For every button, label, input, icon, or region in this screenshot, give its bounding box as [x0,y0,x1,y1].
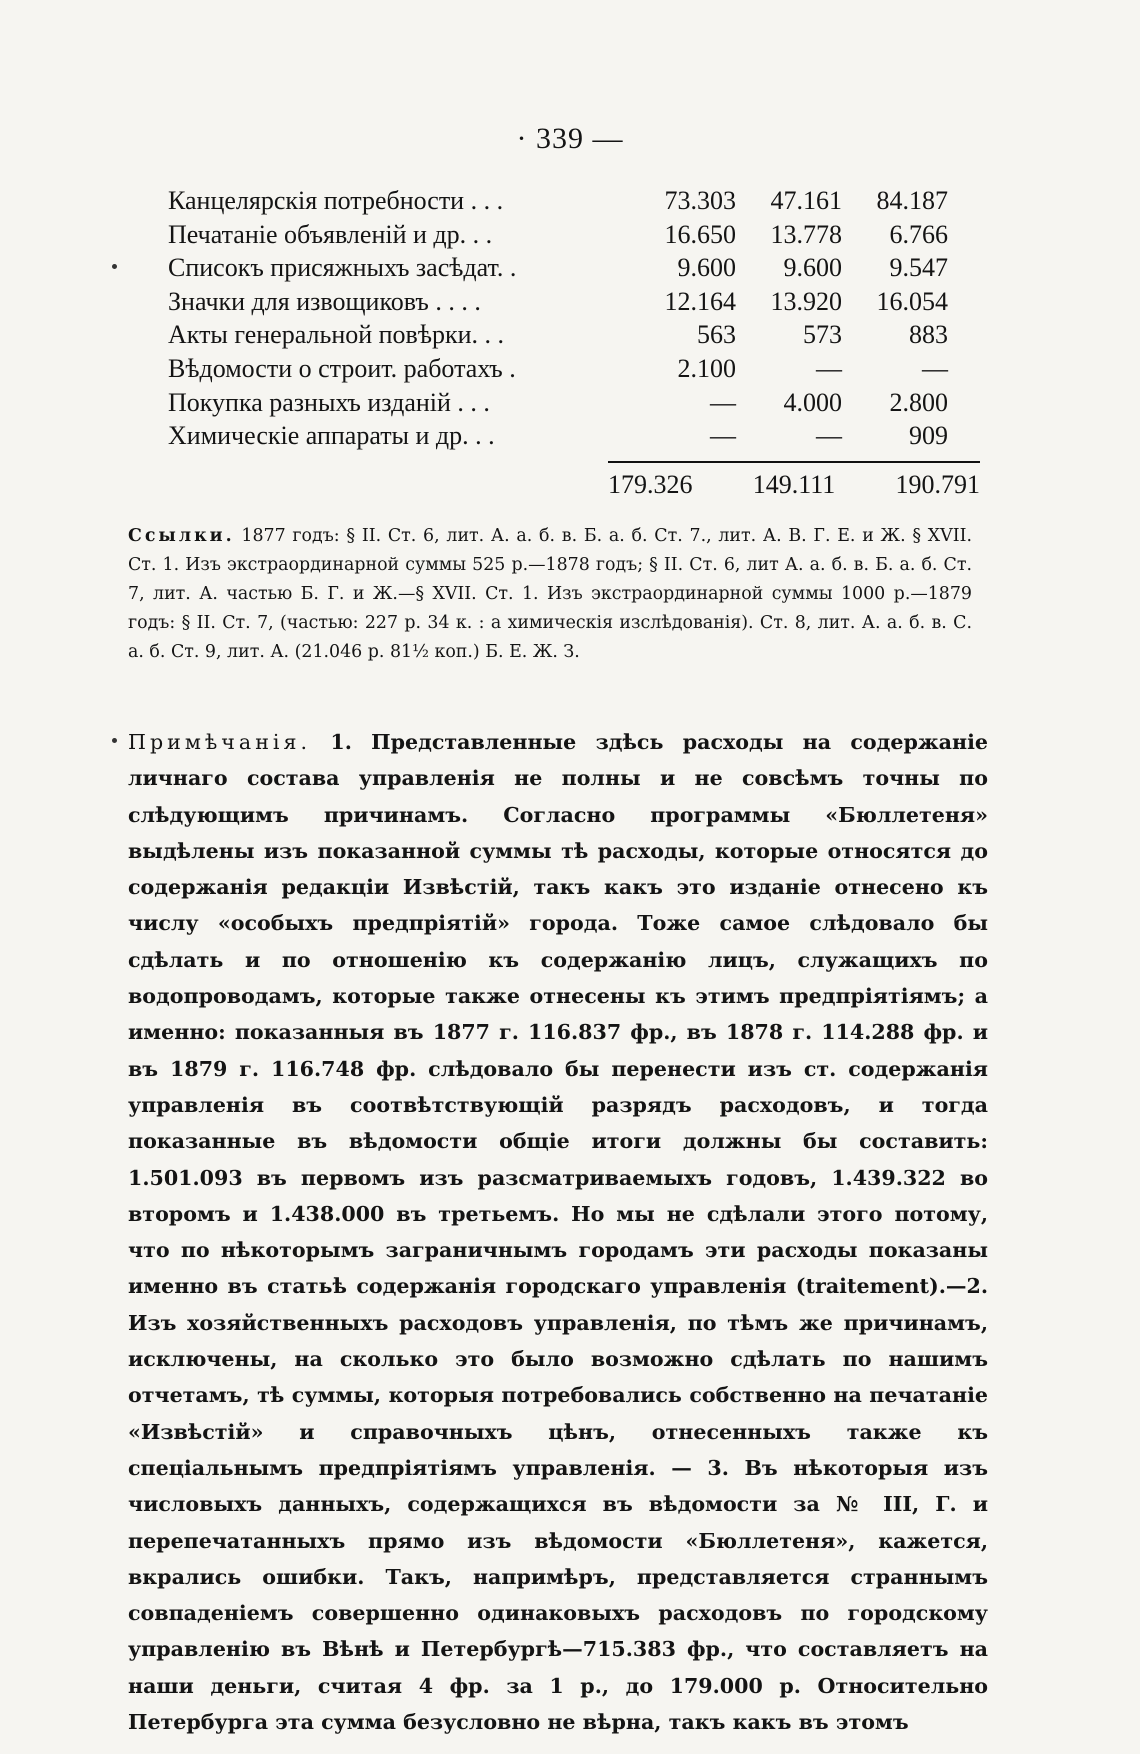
table-row [168,320,948,354]
table-row [168,421,948,455]
value-1879: 883 [909,320,948,350]
table-row [168,287,948,321]
expense-table [168,186,948,455]
total-1879: 190.791 [895,470,980,499]
references-lead: Ссылки. [128,526,235,546]
table-row [168,388,948,422]
value-1879: 909 [909,421,948,451]
value-1878: 9.600 [783,253,842,283]
value-1878: — [816,421,842,451]
value-1877: 9.600 [677,253,736,283]
table-row [168,186,948,220]
value-1877: — [710,387,736,417]
value-1879: 2.800 [889,387,948,417]
value-1878: — [816,353,842,383]
value-1879: 6.766 [889,219,948,249]
value-1877: 16.650 [664,219,736,249]
page-number: · 339 — [516,122,624,155]
table-row [168,354,948,388]
value-1879: 9.547 [889,253,948,283]
value-1877: — [710,421,736,451]
value-1878: 13.920 [770,286,842,316]
value-1877: 12.164 [664,286,736,316]
total-1878: 149.111 [752,470,836,499]
value-1878: 4.000 [783,387,842,417]
row-label: Химическіе аппараты и др. . . [168,421,495,451]
value-1878: 573 [803,320,842,350]
references-text: 1877 годъ: § II. Ст. 6, лит. А. а. б. в. Б. а. б. Ст. 7., лит. А. В. Г. Е. и Ж. § XVII. Ст. 1. Изъ экстраординарной суммы 525 р.—1878 годъ; § II. Ст. 6, лит А. а. б. в. Б. а. б. Ст. 7, лит. А. частью Б. Г. и Ж.—§ XVII. Ст. 1. Изъ экстраординарной суммы 1000 р.—1879 годъ: § II. Ст. 7, (частью: 227 р. 34 к. : а химическія изслѣдованія). Ст. 8, лит. А. а. б. в. С. а. б. Ст. 9, лит. А. (21.046 р. 81½ коп.) Б. Е. Ж. З. [128,526,973,662]
row-label: Списокъ присяжныхъ засѣдат. . [168,253,517,283]
row-label: Вѣдомости о строит. работахъ . [168,353,516,383]
page-speck [112,264,117,269]
value-1879: 84.187 [876,186,948,215]
value-1878: 47.161 [770,186,842,215]
notes-text: 1. Представленные здѣсь расходы на содержаніе личнаго состава управленія не полны и не совсѣмъ точны по слѣдующимъ причинамъ. Согласно программы «Бюллетеня» выдѣлены изъ показанной суммы тѣ расходы, которые относятся до содержанія редакціи Извѣстій, такъ какъ это изданіе отнесено къ числу «особыхъ предпріятій» города. Тоже самое слѣдовало бы сдѣлать и по отношенію къ содержанію лицъ, служащихъ по водопроводамъ, которые также отнесены къ этимъ предпріятіямъ; а именно: показанныя въ 1877 г. 116.837 фр., въ 1878 г. 114.288 фр. и въ 1879 г. 116.748 фр. слѣдовало бы перенести изъ ст. содержанія управленія въ соотвѣтствующій разрядъ расходовъ, и тогда показанные въ вѣдомости общіе итоги должны бы составить: 1.501.093 въ первомъ изъ разсматриваемыхъ годовъ, 1.439.322 во второмъ и 1.438.000 въ третьемъ. Но мы не сдѣлали этого потому, что по нѣкоторымъ заграничнымъ городамъ эти расходы показаны именно въ статьѣ содержанія городскаго управленія (traitement).—2. Изъ хозяйственныхъ расходовъ управленія, по тѣмъ же причинамъ, исключены, на сколько это было возможно сдѣлать по нашимъ отчетамъ, тѣ суммы, которыя потребовались собственно на печатаніе «Извѣстій» и справочныхъ цѣнъ, отнесенныхъ также къ спеціальнымъ предпріятіямъ управленія. — 3. Въ нѣкоторыя изъ числовыхъ данныхъ, содержащихся въ вѣдомости за № III, Г. и перепечатанныхъ прямо изъ вѣдомости «Бюллетеня», кажется, вкрались ошибки. Такъ, напримѣръ, представляется страннымъ совпаденіемъ совершенно одинаковыхъ расходовъ по городскому управленію въ Вѣнѣ и Петербургѣ—715.383 фр., что составляетъ на наши деньги, считая 4 фр. за 1 р., до 179.000 р. Относительно Петербурга эта сумма безусловно не вѣрна, такъ какъ въ этомъ [128,730,989,1735]
table-row [168,253,948,287]
total-rule [608,461,980,463]
totals-row [608,470,980,500]
value-1877: 563 [697,320,736,350]
row-label: Печатаніе объявленій и др. . . [168,219,493,249]
row-label: Канцелярскія потребности . . . [168,186,504,215]
row-label: Покупка разныхъ изданій . . . [168,387,490,417]
notes-paragraph [128,724,988,1740]
page-speck [112,738,117,743]
value-1878: 13.778 [770,219,842,249]
table-row [168,220,948,254]
row-label: Значки для извощиковъ . . . . [168,286,481,316]
value-1879: 16.054 [876,286,948,316]
value-1877: 73.303 [664,186,736,215]
value-1877: 2.100 [677,353,736,383]
total-1877: 179.326 [608,470,693,499]
value-1879: — [922,353,948,383]
references-paragraph [128,522,972,667]
row-label: Акты генеральной повѣрки. . . [168,320,504,350]
notes-lead: Примѣчанія. [128,730,312,754]
